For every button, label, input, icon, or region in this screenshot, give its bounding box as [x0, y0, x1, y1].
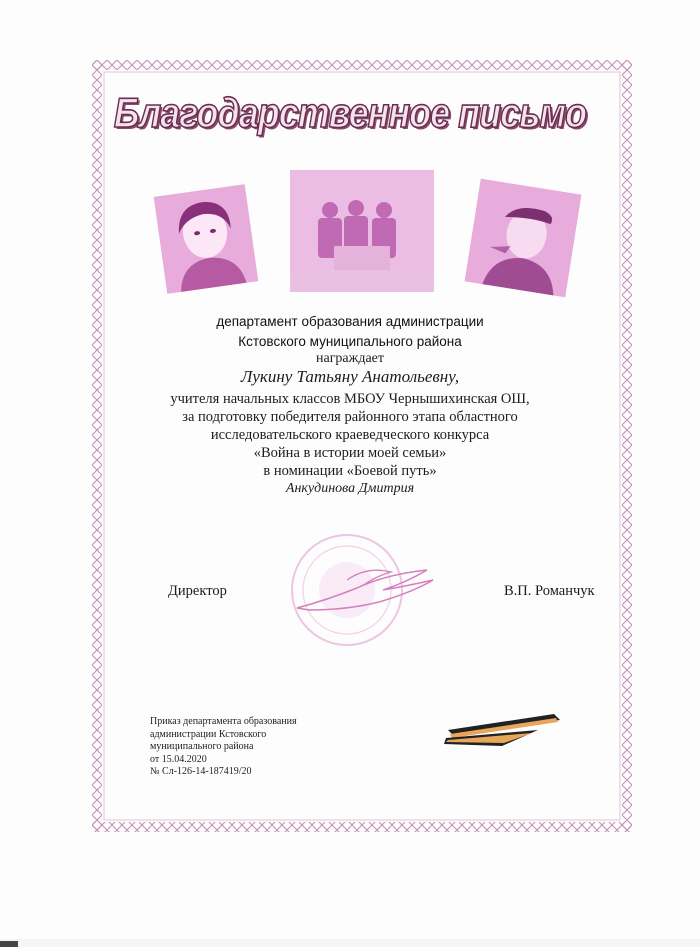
- certificate-title: Благодарственное письмо: [113, 88, 587, 136]
- group-photo-soldiers: [290, 170, 434, 292]
- reason-line: учителя начальных классов МБОУ Чернышихинская ОШ,: [170, 391, 530, 407]
- reason-line: за подготовку победителя районного этапа областного: [182, 409, 518, 425]
- portrait-photo-man: [464, 179, 581, 298]
- order-line: № Сл-126-14-187419/20: [150, 766, 252, 777]
- department-line-1: департамент образования администрации: [216, 314, 484, 329]
- order-line: муниципального района: [150, 741, 254, 752]
- signature-role: Директор: [168, 583, 227, 599]
- scan-edge-mark: [0, 941, 18, 947]
- student-name: Анкудинова Дмитрия: [285, 481, 415, 496]
- order-line: от 15.04.2020: [150, 753, 207, 765]
- stamp-and-signature: [287, 530, 437, 650]
- signature-name: В.П. Романчук: [504, 583, 595, 599]
- order-line: администрации Кстовского: [150, 728, 267, 740]
- order-line: Приказ департамента образования: [150, 716, 297, 727]
- st-george-ribbon-icon: [442, 708, 562, 748]
- portrait-photo-woman: [154, 184, 259, 294]
- awards-verb: награждает: [315, 351, 384, 366]
- recipient-name: Лукину Татьяну Анатольевну,: [240, 367, 460, 386]
- reason-line: в номинации «Боевой путь»: [263, 463, 437, 479]
- order-reference: [150, 716, 297, 779]
- department-line-2: Кстовского муниципального района: [238, 334, 462, 349]
- reason-line: «Война в истории моей семьи»: [253, 445, 447, 461]
- scan-edge: [0, 939, 700, 947]
- award-reason: [0, 390, 700, 480]
- department-name: [0, 312, 700, 352]
- reason-line: исследовательского краеведческого конкурса: [210, 427, 490, 443]
